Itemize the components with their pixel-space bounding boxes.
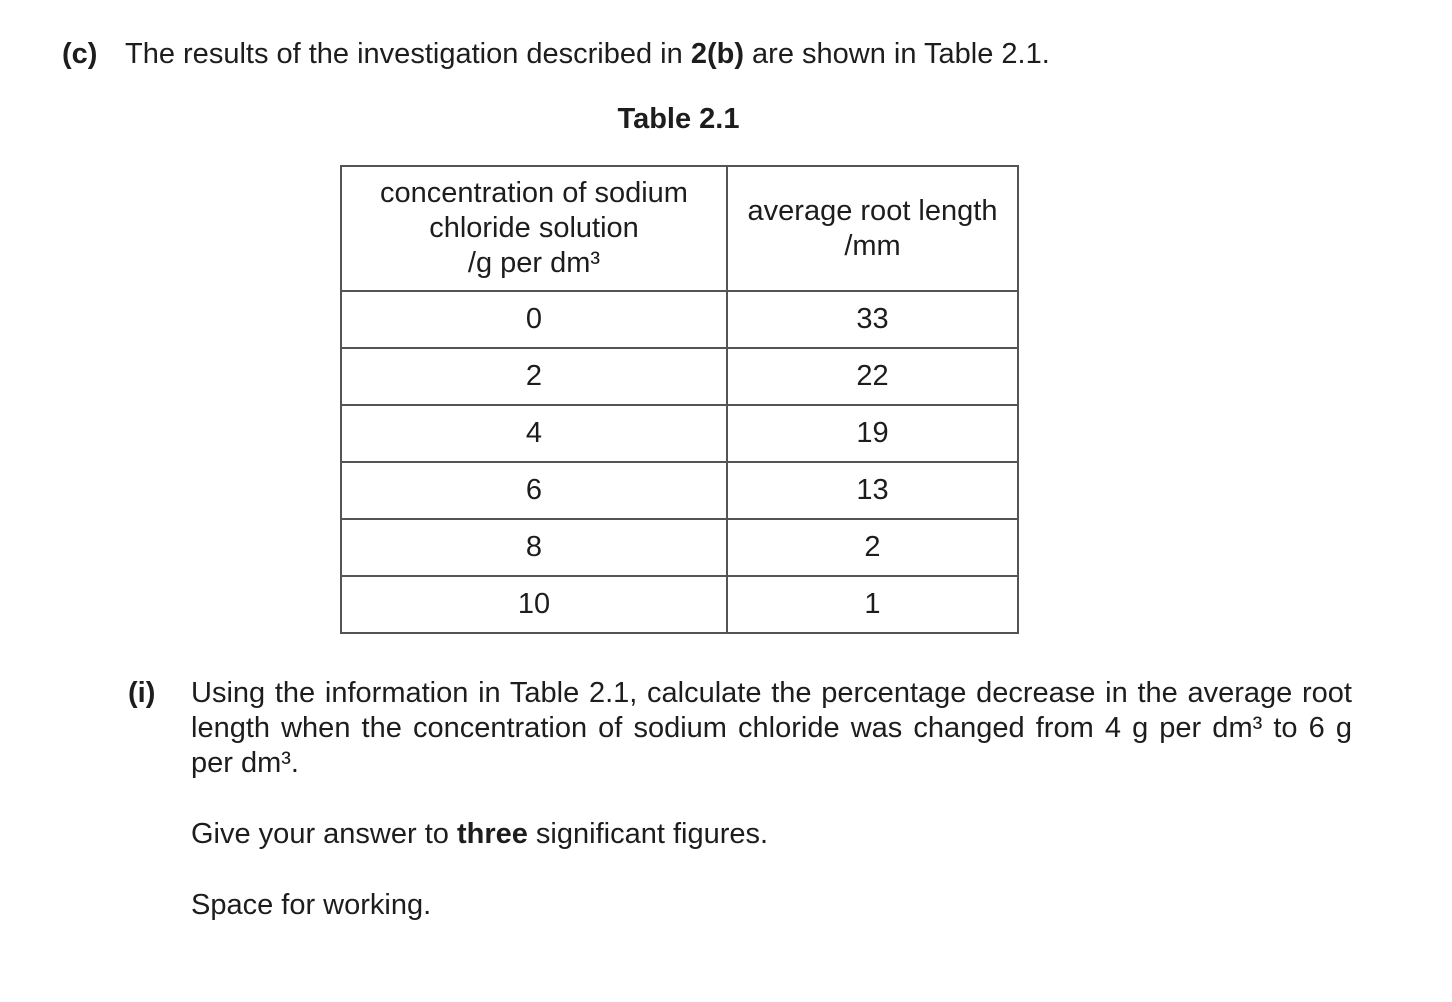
table-row xyxy=(341,291,1018,348)
concentration-cell: 10 xyxy=(341,576,727,633)
column-header-root-length xyxy=(727,166,1018,291)
sig-figs-pre: Give your answer to xyxy=(191,818,457,850)
part-i-text: Using the information in Table 2.1, calculate the percentage decrease in the average root length when the concentration of sodium chloride was changed from 4 g per dm³ to 6 g per dm³. xyxy=(191,677,1352,779)
part-c-text-post: are shown in Table 2.1. xyxy=(743,38,1050,70)
part-c-text-pre: The results of the investigation described in xyxy=(125,38,691,70)
concentration-cell: 2 xyxy=(341,348,727,405)
part-c-text xyxy=(125,37,1392,72)
column-header-concentration xyxy=(341,166,727,291)
header-line: /g per dm³ xyxy=(467,247,601,279)
part-c-label: (c) xyxy=(62,38,98,70)
table-row xyxy=(341,348,1018,405)
space-for-working-note: Space for working. xyxy=(191,889,432,921)
root-length-cell: 2 xyxy=(727,519,1018,576)
table-row xyxy=(341,462,1018,519)
header-line: concentration of sodium xyxy=(380,177,688,209)
sig-figs-instruction xyxy=(191,817,768,852)
root-length-cell: 1 xyxy=(727,576,1018,633)
concentration-cell: 6 xyxy=(341,462,727,519)
concentration-cell: 4 xyxy=(341,405,727,462)
table-row xyxy=(341,519,1018,576)
table-row xyxy=(341,576,1018,633)
header-line: average root length xyxy=(747,194,998,227)
table-row xyxy=(341,405,1018,462)
header-line: chloride solution xyxy=(429,212,639,244)
concentration-cell: 8 xyxy=(341,519,727,576)
root-length-cell: 19 xyxy=(727,405,1018,462)
part-i-label: (i) xyxy=(128,677,156,709)
root-length-cell: 33 xyxy=(727,291,1018,348)
root-length-cell: 13 xyxy=(727,462,1018,519)
table-title: Table 2.1 xyxy=(617,103,740,135)
sig-figs-bold: three xyxy=(456,818,528,850)
question-part-i xyxy=(128,676,1352,781)
sig-figs-post: significant figures. xyxy=(527,818,769,850)
root-length-cell: 22 xyxy=(727,348,1018,405)
concentration-cell: 0 xyxy=(341,291,727,348)
question-part-c xyxy=(62,37,1392,72)
table-header-row xyxy=(341,166,1018,291)
part-c-text-bold-ref: 2(b) xyxy=(690,38,744,70)
results-table xyxy=(340,165,1019,634)
header-line: /mm xyxy=(844,229,901,262)
